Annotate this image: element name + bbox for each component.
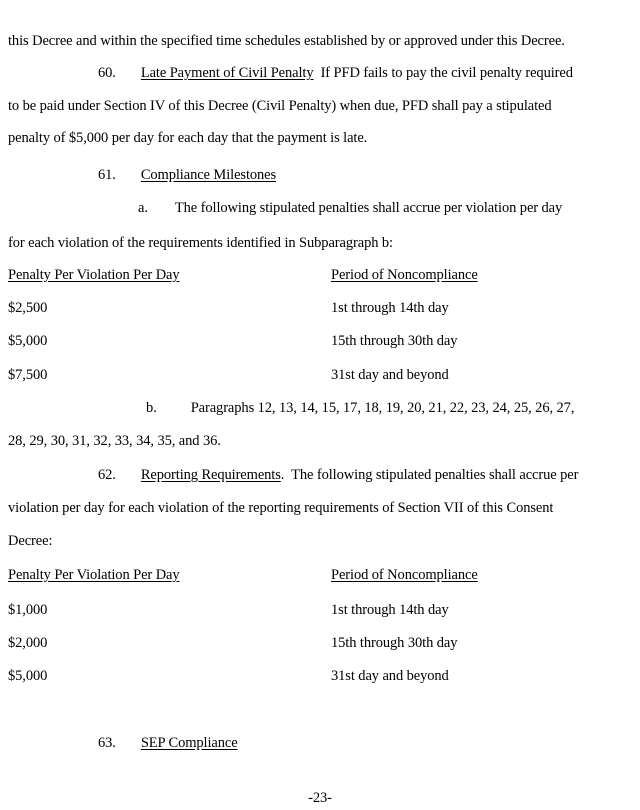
penalty-table-1-col2-header: Period of Noncompliance bbox=[331, 267, 478, 283]
penalty-amount: $5,000 bbox=[8, 333, 48, 349]
body-line-continuation: this Decree and within the specified time schedules established by or approved under this Decree. bbox=[8, 33, 565, 49]
subparagraph-a-text: The following stipulated penalties shall accrue per violation per day bbox=[174, 200, 563, 216]
noncompliance-period: 1st through 14th day bbox=[331, 300, 449, 316]
paragraph-62-heading: Reporting Requirements bbox=[140, 467, 281, 483]
paragraph-62-first-line bbox=[98, 465, 578, 485]
penalty-amount: $5,000 bbox=[8, 668, 48, 684]
paragraph-60-line-3: penalty of $5,000 per day for each day that the payment is late. bbox=[8, 130, 368, 146]
paragraph-62-number: 62. bbox=[98, 467, 116, 483]
subparagraph-b-first-line bbox=[146, 398, 574, 418]
penalty-table-2-row bbox=[0, 633, 640, 653]
noncompliance-period: 15th through 30th day bbox=[331, 333, 458, 349]
penalty-table-1-header-row bbox=[0, 265, 640, 285]
penalty-table-1-row bbox=[0, 298, 640, 318]
paragraph-60-number: 60. bbox=[98, 65, 116, 81]
penalty-amount: $2,500 bbox=[8, 300, 48, 316]
paragraph-61-number: 61. bbox=[98, 167, 116, 183]
penalty-table-2-header-row bbox=[0, 565, 640, 585]
subparagraph-b-text: Paragraphs 12, 13, 14, 15, 17, 18, 19, 20, 21, 22, 23, 24, 25, 26, 27, bbox=[190, 400, 575, 416]
paragraph-63-heading-line bbox=[98, 733, 238, 753]
noncompliance-period: 15th through 30th day bbox=[331, 635, 458, 651]
noncompliance-period: 31st day and beyond bbox=[331, 367, 449, 383]
paragraph-60-line-2: to be paid under Section IV of this Decree (Civil Penalty) when due, PFD shall pay a stipulated bbox=[8, 98, 552, 114]
paragraph-62-line-3: Decree: bbox=[8, 533, 53, 549]
subparagraph-b-line-2: 28, 29, 30, 31, 32, 33, 34, 35, and 36. bbox=[8, 433, 221, 449]
penalty-table-1-row bbox=[0, 365, 640, 385]
paragraph-62-text: . The following stipulated penalties shall accrue per bbox=[280, 467, 579, 483]
paragraph-63-number: 63. bbox=[98, 735, 116, 751]
penalty-table-1-col1-header: Penalty Per Violation Per Day bbox=[8, 267, 180, 283]
paragraph-61-heading: Compliance Milestones bbox=[140, 167, 277, 183]
paragraph-60-heading: Late Payment of Civil Penalty bbox=[140, 65, 314, 81]
paragraph-60-text: If PFD fails to pay the civil penalty required bbox=[313, 65, 573, 81]
penalty-amount: $2,000 bbox=[8, 635, 48, 651]
subparagraph-b-label: b. bbox=[146, 400, 157, 416]
paragraph-60-first-line bbox=[98, 63, 573, 83]
page-number: -23- bbox=[308, 790, 332, 806]
penalty-table-2-col2-header: Period of Noncompliance bbox=[331, 567, 478, 583]
penalty-table-2-col1-header: Penalty Per Violation Per Day bbox=[8, 567, 180, 583]
penalty-table-1-row bbox=[0, 331, 640, 351]
subparagraph-a-label: a. bbox=[138, 200, 148, 216]
penalty-amount: $1,000 bbox=[8, 602, 48, 618]
paragraph-63-heading: SEP Compliance bbox=[140, 735, 238, 751]
penalty-amount: $7,500 bbox=[8, 367, 48, 383]
paragraph-61-heading-line bbox=[98, 165, 276, 185]
paragraph-62-line-2: violation per day for each violation of the reporting requirements of Section VII of this Consent bbox=[8, 500, 554, 516]
penalty-table-2-row bbox=[0, 600, 640, 620]
noncompliance-period: 31st day and beyond bbox=[331, 668, 449, 684]
subparagraph-a-first-line bbox=[138, 198, 562, 218]
noncompliance-period: 1st through 14th day bbox=[331, 602, 449, 618]
penalty-table-2-row bbox=[0, 666, 640, 686]
subparagraph-a-line-2: for each violation of the requirements identified in Subparagraph b: bbox=[8, 235, 393, 251]
